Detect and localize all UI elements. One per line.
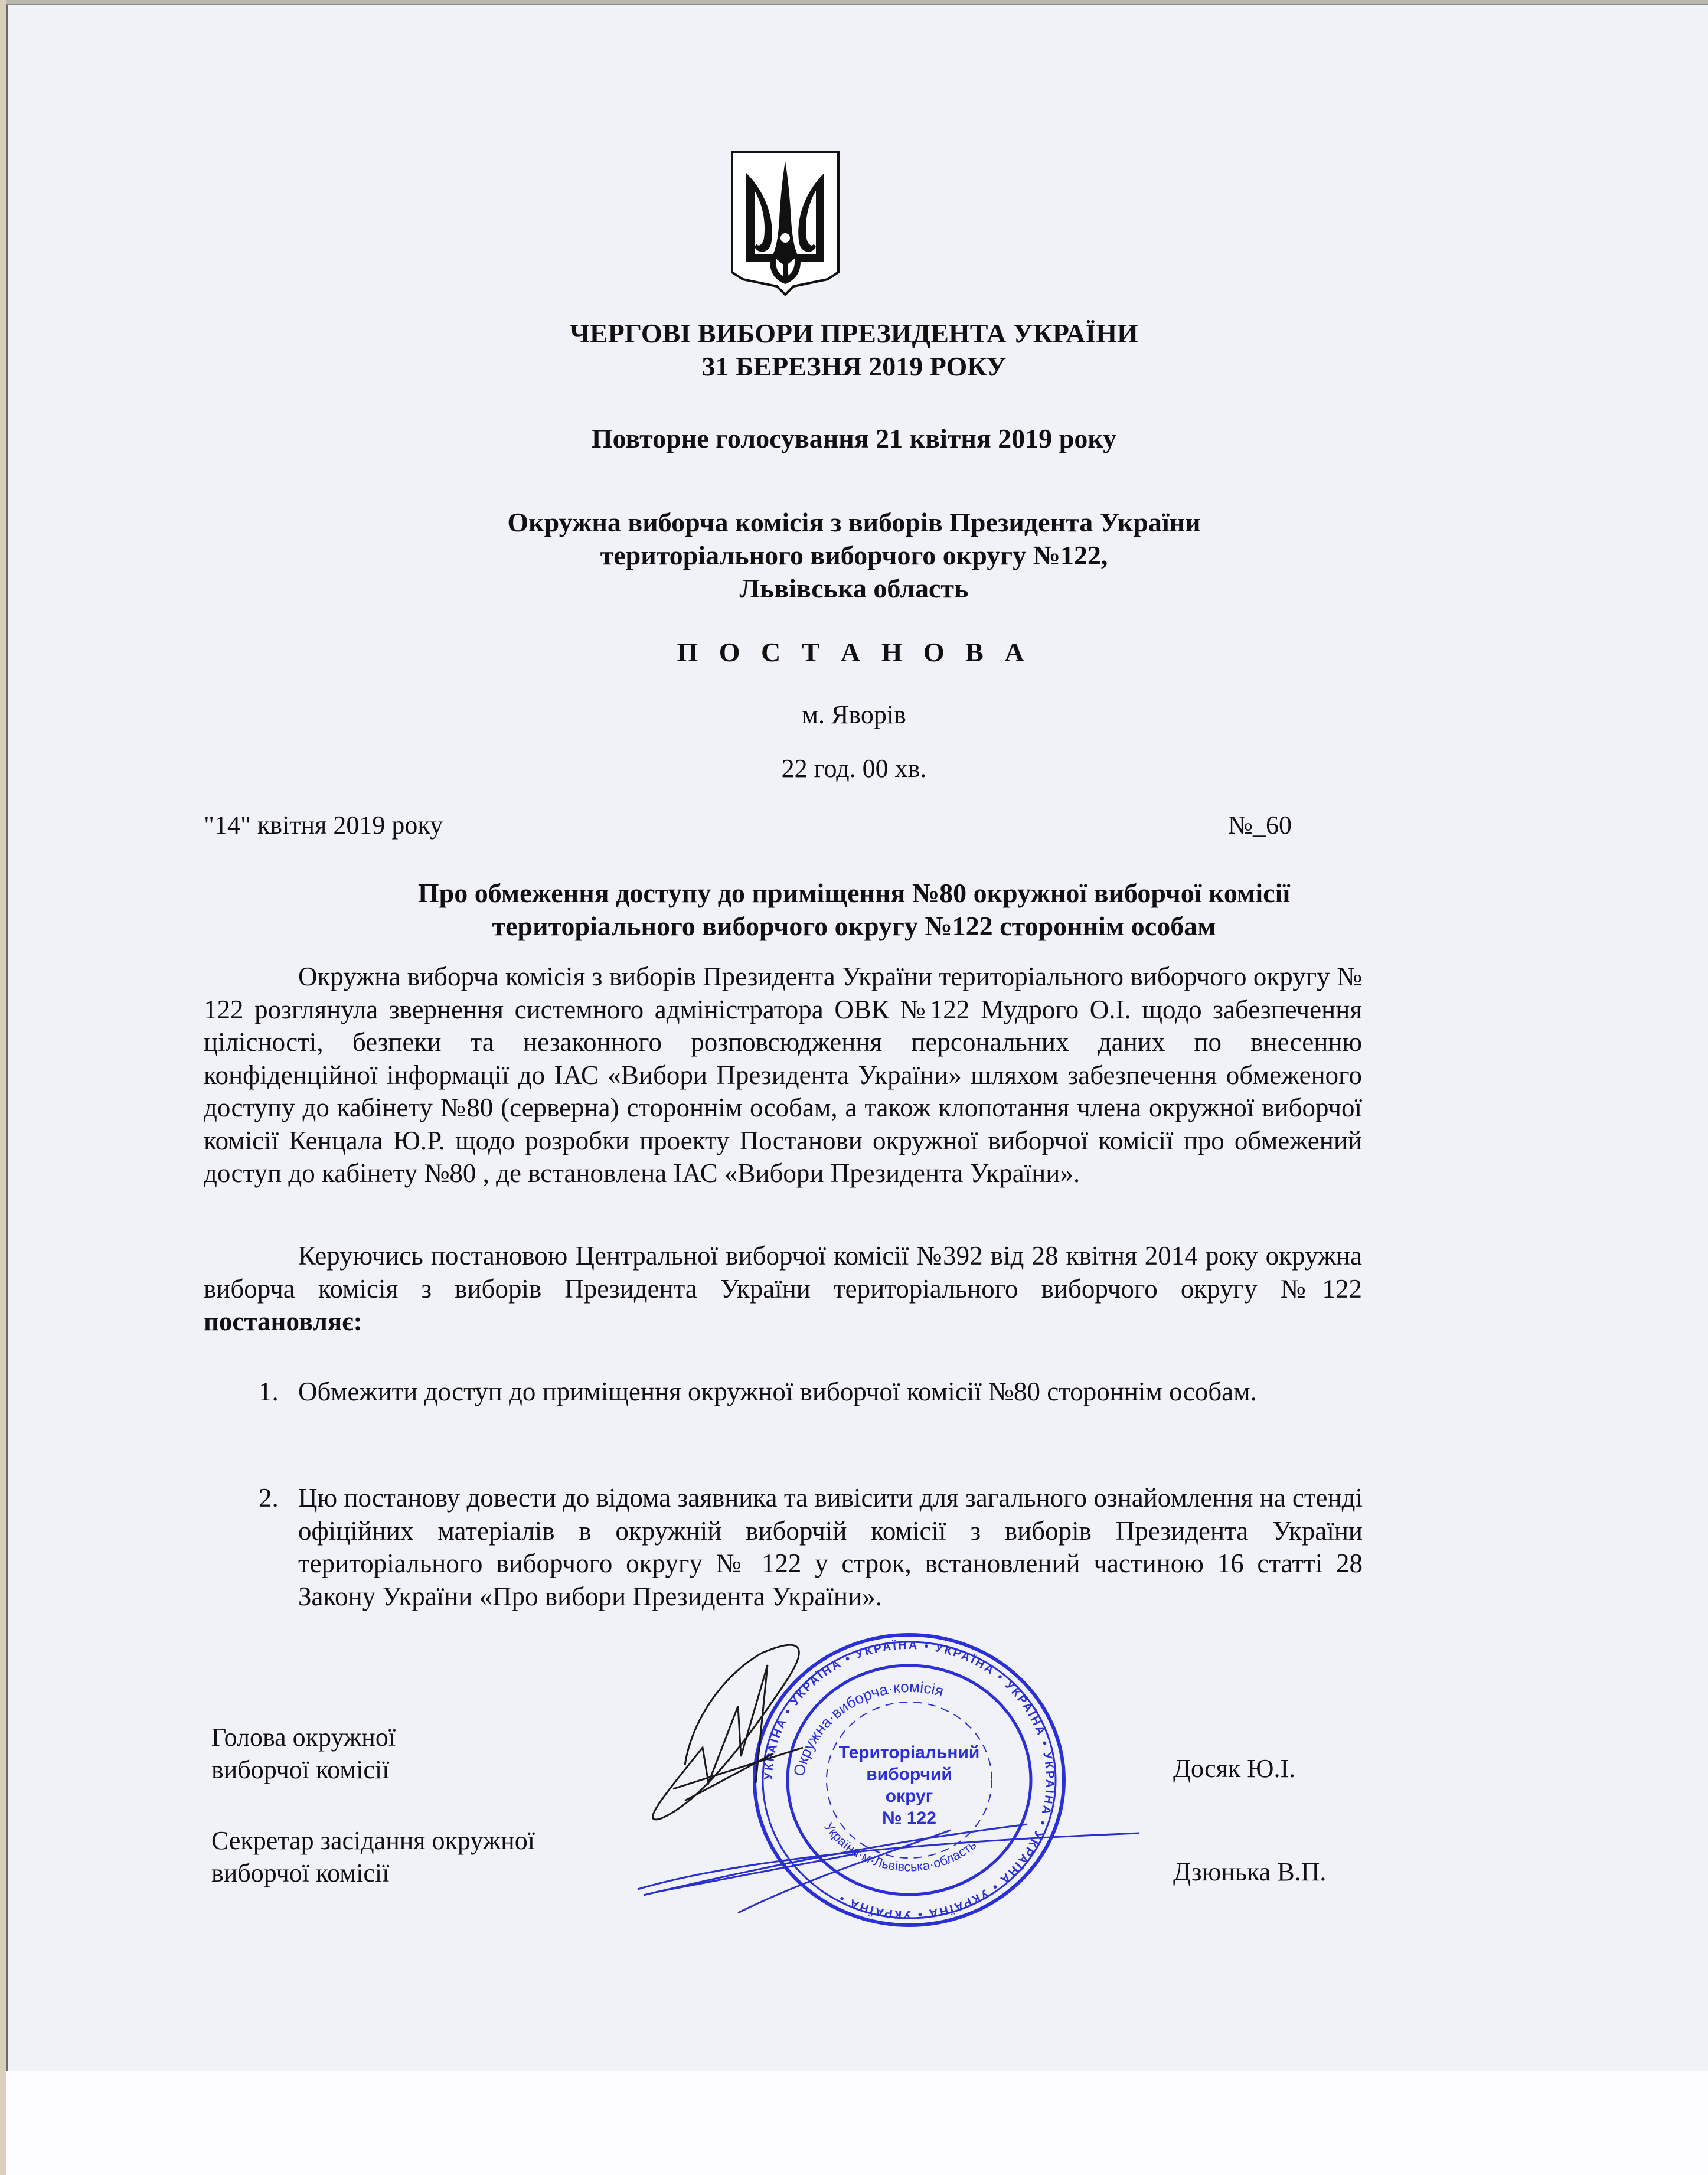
stamp-line-2: виборчий bbox=[866, 1765, 952, 1784]
chair-title-line-1: Голова окружної bbox=[211, 1723, 396, 1752]
document-date: "14" квітня 2019 року bbox=[204, 811, 443, 840]
decision-text: Цю постанову довести до відома заявника та вивісити для загального ознайомлення на стенді офіційних матеріалів в окружній виборчій комісії з виборів Президента України територіального виборчого округу № 122 у строк, встановлений частиною 16 статті 28 Закону України «Про вибори Президента України». bbox=[298, 1483, 1363, 1611]
document-type-heading: П О С Т А Н О В А bbox=[677, 637, 1031, 667]
svg-text:УКРАЇНА • УКРАЇНА • УКРАЇНА •: УКРАЇНА • УКРАЇНА • УКРАЇНА • УКРАЇНА • УКРАЇНА • УКРАЇНА • УКРАЇНА • УКРАЇНА • УКРАЇНА • bbox=[762, 1638, 1057, 1922]
commission-line-2: територіального виборчого округу №122, bbox=[600, 540, 1108, 570]
secretary-name: Дзюнька В.П. bbox=[1173, 1857, 1327, 1886]
svg-text:Україна·м·Львівська·область: Україна·м·Львівська·область bbox=[821, 1819, 979, 1874]
paragraph-text bbox=[204, 1240, 1362, 1338]
document-number: №_60 bbox=[1228, 811, 1292, 840]
stamp-line-4: № 122 bbox=[882, 1808, 936, 1828]
document-subject bbox=[0, 877, 1708, 943]
commission-line-1: Окружна виборча комісія з виборів Президента України bbox=[507, 507, 1201, 537]
resolves-keyword: постановляє: bbox=[204, 1307, 362, 1336]
chair-title-line-2: виборчої комісії bbox=[211, 1755, 390, 1784]
paragraph-plain: Керуючись постановою Центральної виборчої комісії №392 від 28 квітня 2014 року окружна виборча комісія з виборів Президента України територіального виборчого округу №122 bbox=[204, 1241, 1362, 1304]
decision-number: 2. bbox=[259, 1483, 279, 1513]
handwritten-signatures-icon bbox=[620, 1629, 1151, 1925]
body-paragraph-2 bbox=[204, 1240, 1362, 1338]
body-paragraph-1 bbox=[204, 961, 1362, 1190]
decision-number: 1. bbox=[259, 1377, 279, 1406]
commission-line-3: Львівська область bbox=[739, 573, 969, 603]
subject-line-1: Про обмеження доступу до приміщення №80 окружної виборчої комісії bbox=[417, 878, 1291, 908]
svg-text:Окружна·виборча·комісія: Окружна·виборча·комісія bbox=[789, 1677, 946, 1778]
paragraph-text: Окружна виборча комісія з виборів Президента України територіального виборчого округу № 122 розглянула звернення системного адміністратора ОВК №122 Мудрого О.І. щодо забезпечення цілісності, безпеки та незаконного розповсюдження персональних даних по внесенню конфіденційної інформації до ІАС «Вибори Президента України» шляхом забезпечення обмеженого доступу до кабінету №80 (серверна) стороннім особам, а також клопотання члена окружної виборчої комісії Кенцала Ю.Р. щодо розробки проекту Постанови окружної виборчої комісії про обмежений доступ до кабінету №80 , де встановлена ІАС «Вибори Президента України». bbox=[204, 962, 1362, 1188]
chair-name: Досяк Ю.І. bbox=[1173, 1754, 1296, 1783]
stamp-line-1: Територіальний bbox=[838, 1743, 980, 1762]
document-city: м. Яворів bbox=[802, 700, 906, 729]
scanner-bed bbox=[6, 2071, 1708, 2175]
commission-name-block bbox=[0, 506, 1708, 605]
scan-border-top bbox=[0, 0, 1708, 4]
secretary-title-line-1: Секретар засідання окружної bbox=[211, 1826, 535, 1855]
election-title-block bbox=[0, 317, 1708, 383]
coat-of-arms-icon bbox=[729, 149, 842, 297]
secretary-title bbox=[211, 1824, 535, 1889]
stamp-line-3: округ bbox=[885, 1787, 933, 1806]
decision-item-2 bbox=[259, 1482, 1363, 1613]
subject-line-2: територіального виборчого округу №122 стороннім особам bbox=[492, 911, 1216, 941]
secretary-title-line-2: виборчої комісії bbox=[211, 1859, 390, 1887]
election-title: ЧЕРГОВІ ВИБОРИ ПРЕЗИДЕНТА УКРАЇНИ bbox=[570, 318, 1138, 348]
election-date: 31 БЕРЕЗНЯ 2019 РОКУ bbox=[701, 351, 1007, 381]
document-time: 22 год. 00 хв. bbox=[781, 754, 927, 783]
decision-item-1 bbox=[259, 1376, 1363, 1409]
decision-text: Обмежити доступ до приміщення окружної виборчої комісії №80 стороннім особам. bbox=[298, 1377, 1257, 1406]
second-round-title: Повторне голосування 21 квітня 2019 року bbox=[591, 423, 1117, 453]
chair-title bbox=[211, 1721, 396, 1786]
